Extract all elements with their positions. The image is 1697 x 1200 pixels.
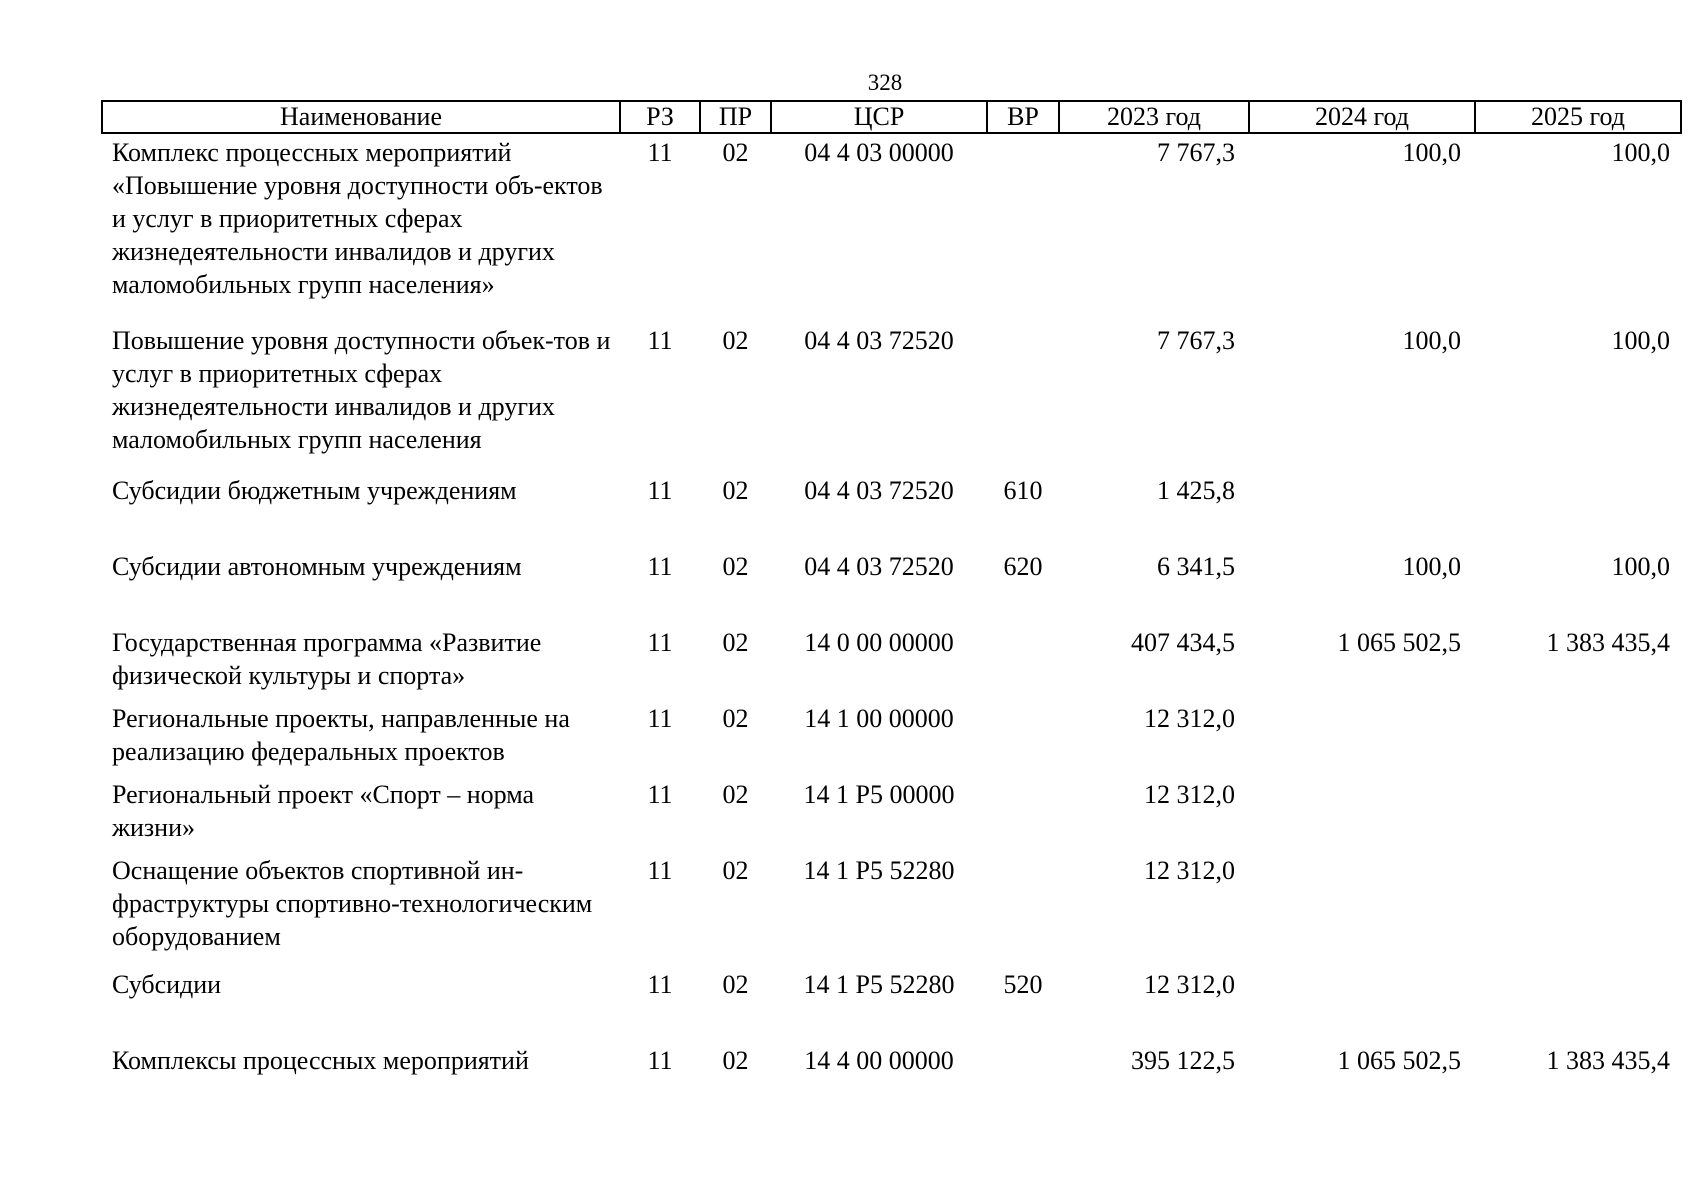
cell-2023: 6 341,5	[1157, 552, 1235, 581]
cell-2025	[1475, 854, 1681, 968]
cell-name: Субсидии	[112, 970, 222, 999]
cell-name: Оснащение объектов спортивной ин-фраструктуры спортивно-технологическим оборудованием	[112, 856, 593, 951]
cell-pr: 02	[722, 476, 749, 505]
cell-pr: 02	[722, 552, 749, 581]
cell-2025: 100,0	[1611, 326, 1670, 355]
cell-pr: 02	[722, 628, 749, 657]
cell-2025	[1475, 474, 1681, 550]
header-vr: ВР	[987, 101, 1059, 133]
cell-2025	[1475, 702, 1681, 778]
table-body	[102, 133, 1681, 1084]
cell-2024	[1249, 854, 1475, 968]
cell-2023: 12 312,0	[1144, 704, 1235, 733]
cell-rz: 11	[647, 326, 673, 355]
page-number: 328	[867, 70, 903, 95]
table-header	[102, 101, 1681, 133]
cell-2024	[1249, 702, 1475, 778]
budget-table	[101, 100, 1682, 1084]
table-row	[102, 1044, 1681, 1084]
cell-2025	[1475, 778, 1681, 854]
cell-2024: 100,0	[1402, 552, 1461, 581]
cell-csr: 04 4 03 72520	[804, 552, 954, 581]
header-pr: ПР	[700, 101, 771, 133]
cell-vr	[987, 854, 1059, 968]
cell-name: Региональные проекты, направленные на реализацию федеральных проектов	[112, 704, 570, 766]
cell-vr	[987, 778, 1059, 854]
cell-rz: 11	[647, 552, 673, 581]
table-row	[102, 778, 1681, 854]
cell-2023: 395 122,5	[1131, 1046, 1235, 1075]
cell-rz: 11	[647, 704, 673, 733]
cell-csr: 04 4 03 72520	[804, 326, 954, 355]
cell-rz: 11	[647, 780, 673, 809]
cell-rz: 11	[647, 476, 673, 505]
cell-pr: 02	[722, 856, 749, 885]
cell-rz: 11	[647, 628, 673, 657]
cell-2023: 12 312,0	[1144, 780, 1235, 809]
cell-2023: 12 312,0	[1144, 970, 1235, 999]
cell-name: Субсидии бюджетным учреждениям	[112, 476, 517, 505]
cell-csr: 14 1 00 00000	[804, 704, 954, 733]
cell-rz: 11	[647, 856, 673, 885]
cell-vr	[987, 133, 1059, 324]
cell-2025: 1 383 435,4	[1546, 628, 1670, 657]
cell-2024: 100,0	[1402, 326, 1461, 355]
cell-name: Комплекс процессных мероприятий «Повышение уровня доступности объ-ектов и услуг в приоритетных сферах жизнедеятельности инвалидов и других маломобильных групп населения»	[112, 138, 603, 299]
cell-2024	[1249, 778, 1475, 854]
header-2023: 2023 год	[1059, 101, 1249, 133]
cell-2023: 7 767,3	[1157, 138, 1235, 167]
cell-name: Государственная программа «Развитие физической культуры и спорта»	[112, 628, 542, 690]
cell-2023: 1 425,8	[1157, 476, 1235, 505]
cell-2025: 100,0	[1611, 552, 1670, 581]
header-name: Наименование	[102, 101, 620, 133]
cell-name: Региональный проект «Спорт – норма жизни»	[112, 780, 535, 842]
table-row	[102, 702, 1681, 778]
cell-2023: 12 312,0	[1144, 856, 1235, 885]
table-row	[102, 474, 1681, 550]
header-2024: 2024 год	[1249, 101, 1475, 133]
table-row	[102, 133, 1681, 324]
table-row	[102, 968, 1681, 1044]
cell-pr: 02	[722, 704, 749, 733]
header-csr: ЦСР	[771, 101, 987, 133]
cell-2023: 7 767,3	[1157, 326, 1235, 355]
cell-2024: 1 065 502,5	[1337, 628, 1461, 657]
cell-2024	[1249, 474, 1475, 550]
cell-csr: 04 4 03 00000	[804, 138, 954, 167]
cell-csr: 14 1 P5 52280	[803, 970, 955, 999]
cell-vr	[987, 324, 1059, 474]
header-row	[102, 101, 1681, 133]
header-rz: РЗ	[620, 101, 700, 133]
cell-csr: 14 0 00 00000	[804, 628, 954, 657]
cell-pr: 02	[722, 970, 749, 999]
table-row	[102, 854, 1681, 968]
cell-name: Повышение уровня доступности объек-тов и услуг в приоритетных сферах жизнедеятельности инвалидов и других маломобильных групп населения	[112, 326, 611, 454]
cell-vr: 620	[1003, 552, 1043, 581]
table-row	[102, 324, 1681, 474]
cell-vr: 520	[1003, 970, 1043, 999]
cell-csr: 04 4 03 72520	[804, 476, 954, 505]
cell-vr: 610	[1003, 476, 1043, 505]
cell-pr: 02	[722, 780, 749, 809]
cell-pr: 02	[722, 1046, 749, 1075]
cell-csr: 14 1 P5 00000	[803, 780, 955, 809]
cell-rz: 11	[647, 138, 673, 167]
cell-vr	[987, 626, 1059, 702]
cell-name: Комплексы процессных мероприятий	[112, 1046, 529, 1075]
cell-name: Субсидии автономным учреждениям	[112, 552, 522, 581]
cell-rz: 11	[647, 970, 673, 999]
cell-rz: 11	[647, 1046, 673, 1075]
cell-pr: 02	[722, 326, 749, 355]
cell-2025	[1475, 968, 1681, 1044]
cell-csr: 14 1 P5 52280	[803, 856, 955, 885]
cell-csr: 14 4 00 00000	[804, 1046, 954, 1075]
cell-pr: 02	[722, 138, 749, 167]
cell-2024	[1249, 968, 1475, 1044]
table-row	[102, 626, 1681, 702]
cell-vr	[987, 702, 1059, 778]
cell-2025: 1 383 435,4	[1546, 1046, 1670, 1075]
table-row	[102, 550, 1681, 626]
cell-2024: 1 065 502,5	[1337, 1046, 1461, 1075]
cell-2023: 407 434,5	[1131, 628, 1235, 657]
budget-table-container	[101, 100, 1680, 1084]
header-2025: 2025 год	[1475, 101, 1681, 133]
cell-vr	[987, 1044, 1059, 1084]
cell-2024: 100,0	[1402, 138, 1461, 167]
cell-2025: 100,0	[1611, 138, 1670, 167]
